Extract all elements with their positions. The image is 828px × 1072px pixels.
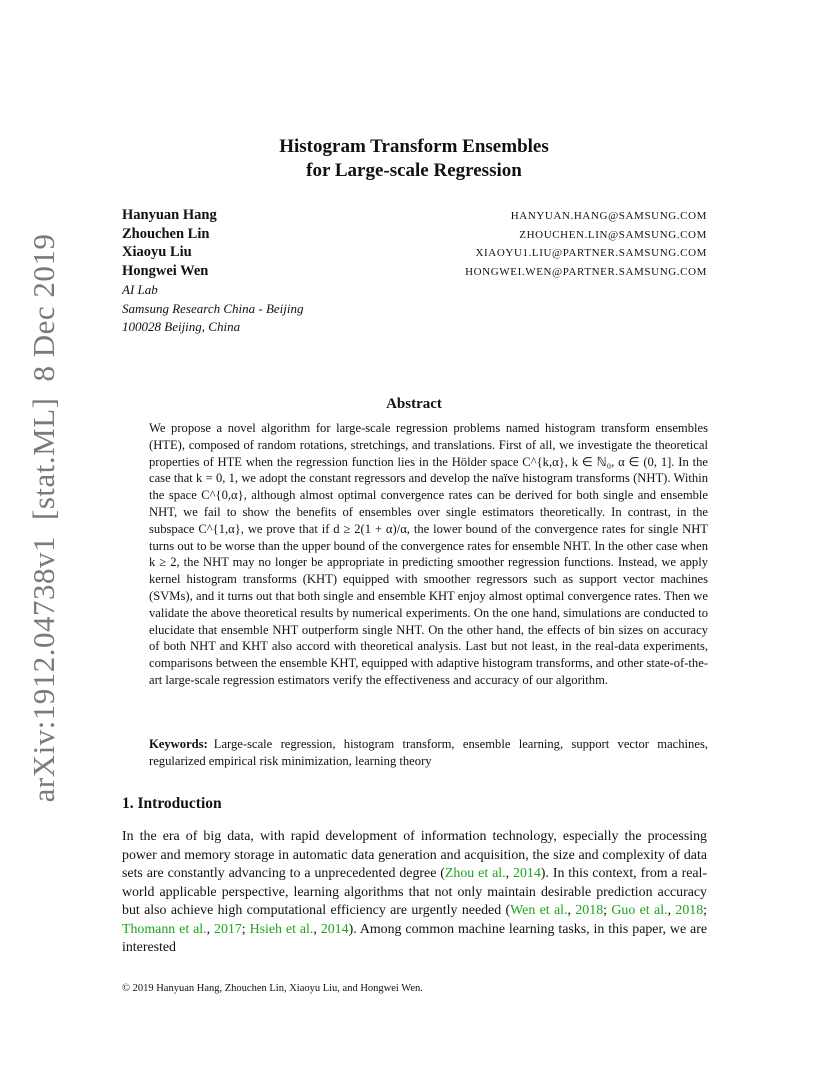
author-row <box>122 207 707 226</box>
intro-text: In the era of big data, with rapid development of information technology, especially the processing power and memory storage in automatic data generation and acquisition, the size and complexity of data sets are constantly advancing to a unprecedented degree ( <box>122 829 707 881</box>
citation-link[interactable]: 2018 <box>675 903 704 918</box>
intro-text: , <box>313 921 321 937</box>
citation-link[interactable]: 2018 <box>575 903 604 918</box>
intro-text: , <box>567 903 576 918</box>
introduction-paragraph <box>122 828 707 958</box>
affiliation-institution: Samsung Research China - Beijing <box>122 300 304 316</box>
author-name: Hanyuan Hang <box>122 207 217 223</box>
arxiv-identifier: arXiv:1912.04738v1 <box>26 535 61 803</box>
intro-text: ; <box>241 921 250 937</box>
author-row <box>122 226 707 245</box>
title-line-1: Histogram Transform Ensembles <box>279 136 549 157</box>
author-block <box>122 207 707 337</box>
author-email: HONGWEI.WEN@PARTNER.SAMSUNG.COM <box>465 265 707 278</box>
intro-text: , <box>667 903 676 918</box>
author-name: Xiaoyu Liu <box>122 244 192 260</box>
intro-text: ; <box>703 903 708 918</box>
copyright-footer: © 2019 Hanyuan Hang, Zhouchen Lin, Xiaoyu Liu, and Hongwei Wen. <box>122 983 423 994</box>
section-heading-introduction: 1. Introduction <box>122 795 222 812</box>
arxiv-date: 8 Dec 2019 <box>26 233 61 382</box>
author-email: ZHOUCHEN.LIN@SAMSUNG.COM <box>519 228 707 241</box>
author-row <box>122 244 707 263</box>
abstract-text: We propose a novel algorithm for large-scale regression problems named histogram transform ensembles (HTE), composed of random rotations, stretchings, and translations. First of all, we investigate the theoretical properties of HTE when the regression function lies in the Hölder space C^{k,α}, k ∈ ℕ₀, α ∈ (0, 1]. In the case that k = 0, 1, we adopt the constant regressors and develop the naïve histogram transforms (NHT). Within the space C^{0,α}, although almost optimal convergence rates can be derived for both single and ensemble NHT, we fail to show the benefits of ensembles over single estimators theoretically. In contrast, in the subspace C^{1,α}, we prove that if d ≥ 2(1 + α)/α, the lower bound of the convergence rates for single NHT turns out to be worse than the upper bound of the convergence rates for ensemble NHT. In the other case when k ≥ 2, the NHT may no longer be appropriate in predicting smoother regression functions. Instead, we apply kernel histogram transforms (KHT) equipped with smoother regressors such as support vector machines (SVMs), and it turns out that both single and ensemble KHT enjoy almost optimal convergence rates. Then we validate the above theoretical results by numerical experiments. On the one hand, simulations are conducted to elucidate that ensemble NHT outperform single NHT. On the other hand, the effects of bin sizes on accuracy of both NHT and KHT also accord with theoretical analysis. Last but not least, in the real-data experiments, comparisons between the ensemble KHT, equipped with adaptive histogram transforms, and other state-of-the-art large-scale regression estimators verify the effectiveness and accuracy of our algorithm. <box>149 421 708 687</box>
intro-text: ). Among common machine learning tasks, in this paper, we are interested <box>122 921 708 955</box>
author-name: Zhouchen Lin <box>122 225 210 242</box>
paper-title <box>0 135 828 183</box>
keywords <box>149 736 708 770</box>
intro-text: , <box>206 921 215 937</box>
arxiv-stamp <box>26 234 62 803</box>
citation-link[interactable]: Guo et al. <box>611 903 668 918</box>
citation-link[interactable]: 2014 <box>513 866 541 881</box>
author-name: Hongwei Wen <box>122 262 209 279</box>
citation-link[interactable]: 2017 <box>214 921 242 937</box>
intro-text: ; <box>603 903 612 918</box>
intro-text: , <box>505 866 514 881</box>
author-email: HANYUAN.HANG@SAMSUNG.COM <box>510 210 707 222</box>
citation-link[interactable]: Zhou et al. <box>444 866 506 881</box>
keywords-label: Keywords: <box>149 737 208 751</box>
author-row <box>122 263 707 282</box>
title-line-2: for Large-scale Regression <box>306 160 522 181</box>
author-email: XIAOYU1.LIU@PARTNER.SAMSUNG.COM <box>475 247 707 259</box>
citation-link[interactable]: Hsieh et al. <box>249 921 314 937</box>
affiliation-address: 100028 Beijing, China <box>122 319 241 334</box>
affiliation-lab: AI Lab <box>122 282 158 297</box>
citation-link[interactable]: Thomann et al. <box>122 921 207 937</box>
arxiv-category: [stat.ML] <box>26 397 61 520</box>
citation-link[interactable]: Wen et al. <box>510 903 568 918</box>
keywords-text: Large-scale regression, histogram transform, ensemble learning, support vector machines, regularized empirical risk minimization, learning theory <box>149 737 708 768</box>
citation-link[interactable]: 2014 <box>320 921 349 937</box>
intro-text: ). In this context, from a real-world applicable perspective, learning algorithms that not only maintain desirable prediction accuracy but also achieve high computational efficiency are urgently needed ( <box>122 866 708 918</box>
abstract-heading: Abstract <box>386 396 442 412</box>
